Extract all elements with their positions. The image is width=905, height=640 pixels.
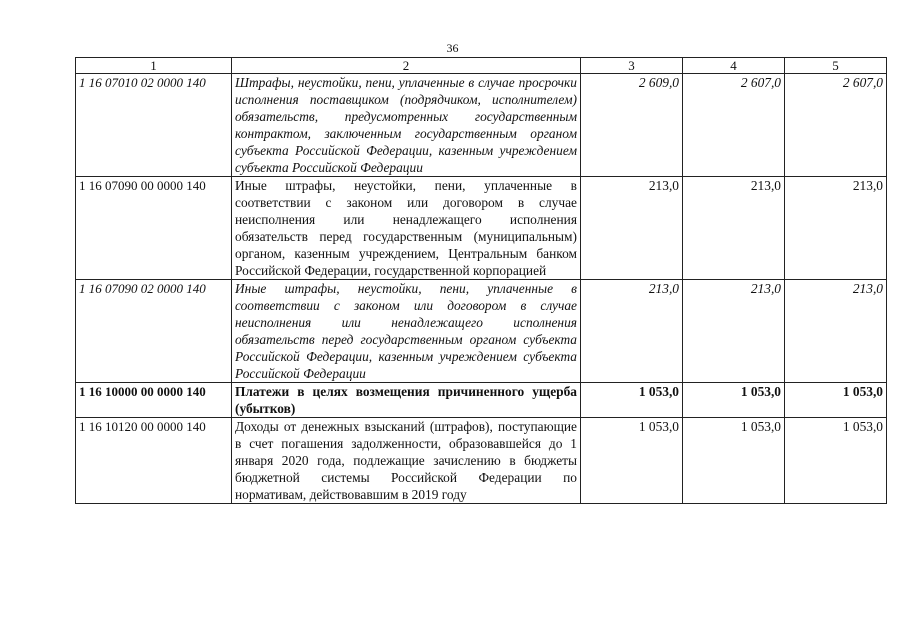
budget-revenue-table (75, 57, 887, 504)
amount-col5: 1 053,0 (785, 418, 887, 504)
amount-col5: 1 053,0 (785, 383, 887, 418)
amount-col4: 2 607,0 (683, 74, 785, 177)
revenue-description: Иные штрафы, неустойки, пени, уплаченные в соответствии с законом или договором в случае неисполнения или ненадлежащего исполнения обязательств перед государственным органом субъекта Российской Федерации, казенным учреждением субъекта Российской Федерации (232, 280, 581, 383)
revenue-code: 1 16 07010 02 0000 140 (76, 74, 232, 177)
amount-col4: 213,0 (683, 177, 785, 280)
column-header-4: 4 (683, 58, 785, 74)
amount-col3: 1 053,0 (581, 418, 683, 504)
table-header-row (76, 58, 887, 74)
table-row (76, 177, 887, 280)
column-header-5: 5 (785, 58, 887, 74)
amount-col4: 1 053,0 (683, 418, 785, 504)
table-row (76, 383, 887, 418)
revenue-code: 1 16 07090 02 0000 140 (76, 280, 232, 383)
revenue-code: 1 16 10120 00 0000 140 (76, 418, 232, 504)
revenue-code: 1 16 10000 00 0000 140 (76, 383, 232, 418)
amount-col3: 2 609,0 (581, 74, 683, 177)
revenue-code: 1 16 07090 00 0000 140 (76, 177, 232, 280)
amount-col5: 213,0 (785, 177, 887, 280)
table-row (76, 418, 887, 504)
column-header-1: 1 (76, 58, 232, 74)
amount-col4: 1 053,0 (683, 383, 785, 418)
table-row (76, 74, 887, 177)
amount-col5: 213,0 (785, 280, 887, 383)
page-number: 36 (446, 41, 459, 55)
table-row (76, 280, 887, 383)
revenue-description: Доходы от денежных взысканий (штрафов), поступающие в счет погашения задолженности, образовавшейся до 1 января 2020 года, подлежащие зачислению в бюджеты бюджетной системы Российской Федерации по нормативам, действовавшим в 2019 году (232, 418, 581, 504)
column-header-2: 2 (232, 58, 581, 74)
revenue-description: Иные штрафы, неустойки, пени, уплаченные в соответствии с законом или договором в случае неисполнения или ненадлежащего исполнения обязательств перед государственным (муниципальным) органом, казенным учреждением, Центральным банком Российской Федерации, государственной корпорацией (232, 177, 581, 280)
revenue-description: Штрафы, неустойки, пени, уплаченные в случае просрочки исполнения поставщиком (подрядчиком, исполнителем) обязательств, предусмотренных государственным контрактом, заключенным государственным органом субъекта Российской Федерации, казенным учреждением субъекта Российской Федерации (232, 74, 581, 177)
amount-col3: 213,0 (581, 280, 683, 383)
amount-col4: 213,0 (683, 280, 785, 383)
column-header-3: 3 (581, 58, 683, 74)
amount-col3: 1 053,0 (581, 383, 683, 418)
amount-col3: 213,0 (581, 177, 683, 280)
revenue-description: Платежи в целях возмещения причиненного ущерба (убытков) (232, 383, 581, 418)
amount-col5: 2 607,0 (785, 74, 887, 177)
